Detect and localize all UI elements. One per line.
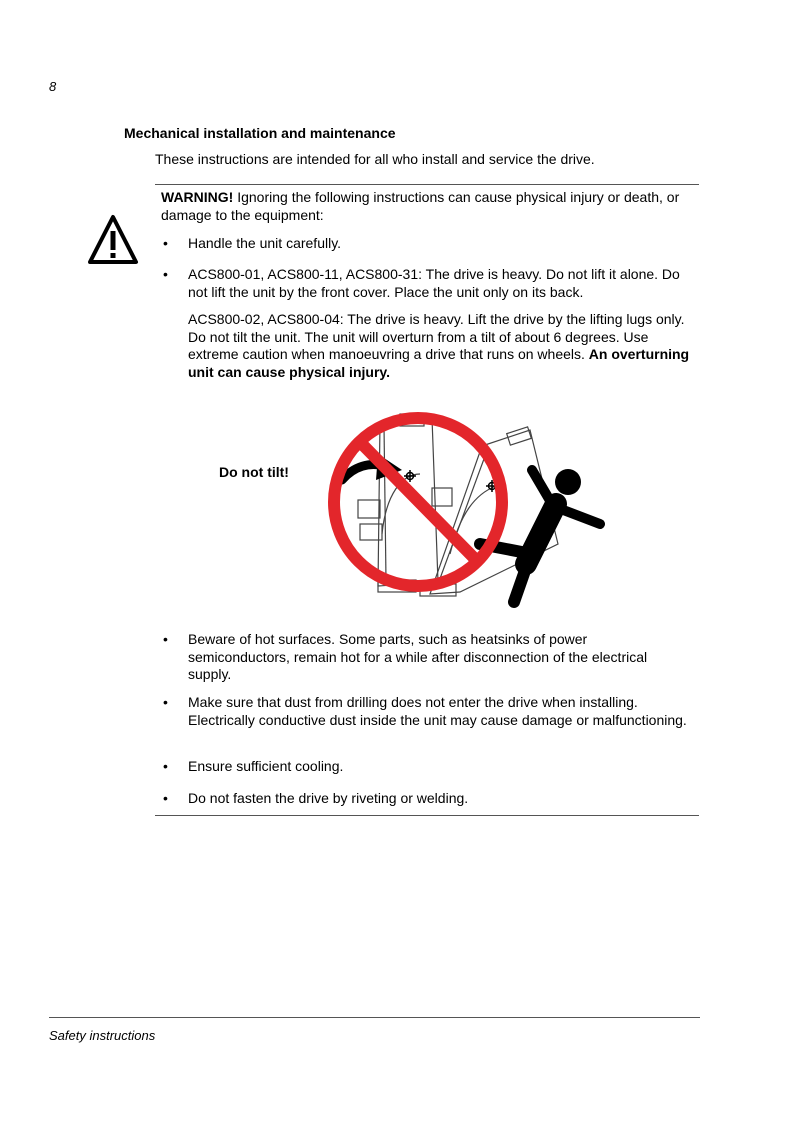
bullet-marker: •: [163, 266, 168, 282]
continuation-bold: An overturning unit can cause physical injury.: [188, 346, 690, 380]
continuation-text: ACS800-02, ACS800-04: The drive is heavy. Lift the drive by the lifting lugs only. Do not tilt the unit. The unit will overturn from a tilt of about 6 degrees. Use extreme caution when manoeuvring a drive that runs on wheels.: [188, 311, 685, 362]
bullet-marker: •: [163, 694, 168, 710]
lifting-point-markers: [404, 470, 498, 492]
list-item: Beware of hot surfaces. Some parts, such as heatsinks of power semiconductors, remain hot for a while after disconnection of the electrical supply.: [188, 631, 648, 682]
warning-statement: [161, 189, 691, 224]
list-item: Handle the unit carefully.: [188, 235, 342, 251]
warning-text: Ignoring the following instructions can cause physical injury or death, or damage to the equipment:: [161, 189, 680, 223]
bullet-marker: •: [163, 631, 168, 647]
page-number: 8: [49, 79, 57, 94]
warning-label: WARNING!: [161, 189, 234, 205]
bullet-marker: •: [163, 790, 168, 806]
list-item: Make sure that dust from drilling does not enter the drive when installing. Electrically conductive dust inside the unit may cause damage or malfunctioning.: [188, 694, 687, 728]
warning-bottom-rule: [155, 815, 699, 816]
section-title: Mechanical installation and maintenance: [124, 125, 396, 141]
list-item: Ensure sufficient cooling.: [188, 758, 344, 774]
list-item: ACS800-01, ACS800-11, ACS800-31: The drive is heavy. Do not lift it alone. Do not lift the unit by the front cover. Place the unit only on its back.: [188, 266, 680, 300]
intro-text: These instructions are intended for all who install and service the drive.: [155, 151, 595, 167]
prohibition-sign: [334, 418, 502, 586]
figure-caption: Do not tilt!: [219, 464, 289, 480]
bullet-marker: •: [163, 235, 168, 251]
warning-top-rule: [155, 184, 699, 185]
footer-section-name: Safety instructions: [49, 1028, 156, 1043]
list-item: Do not fasten the drive by riveting or welding.: [188, 790, 469, 806]
footer-rule: [49, 1017, 700, 1018]
warning-triangle-icon: [87, 214, 139, 266]
no-tilt-prohibition-icon: [320, 404, 620, 609]
continuation-paragraph: [188, 311, 698, 381]
bullet-marker: •: [163, 758, 168, 774]
